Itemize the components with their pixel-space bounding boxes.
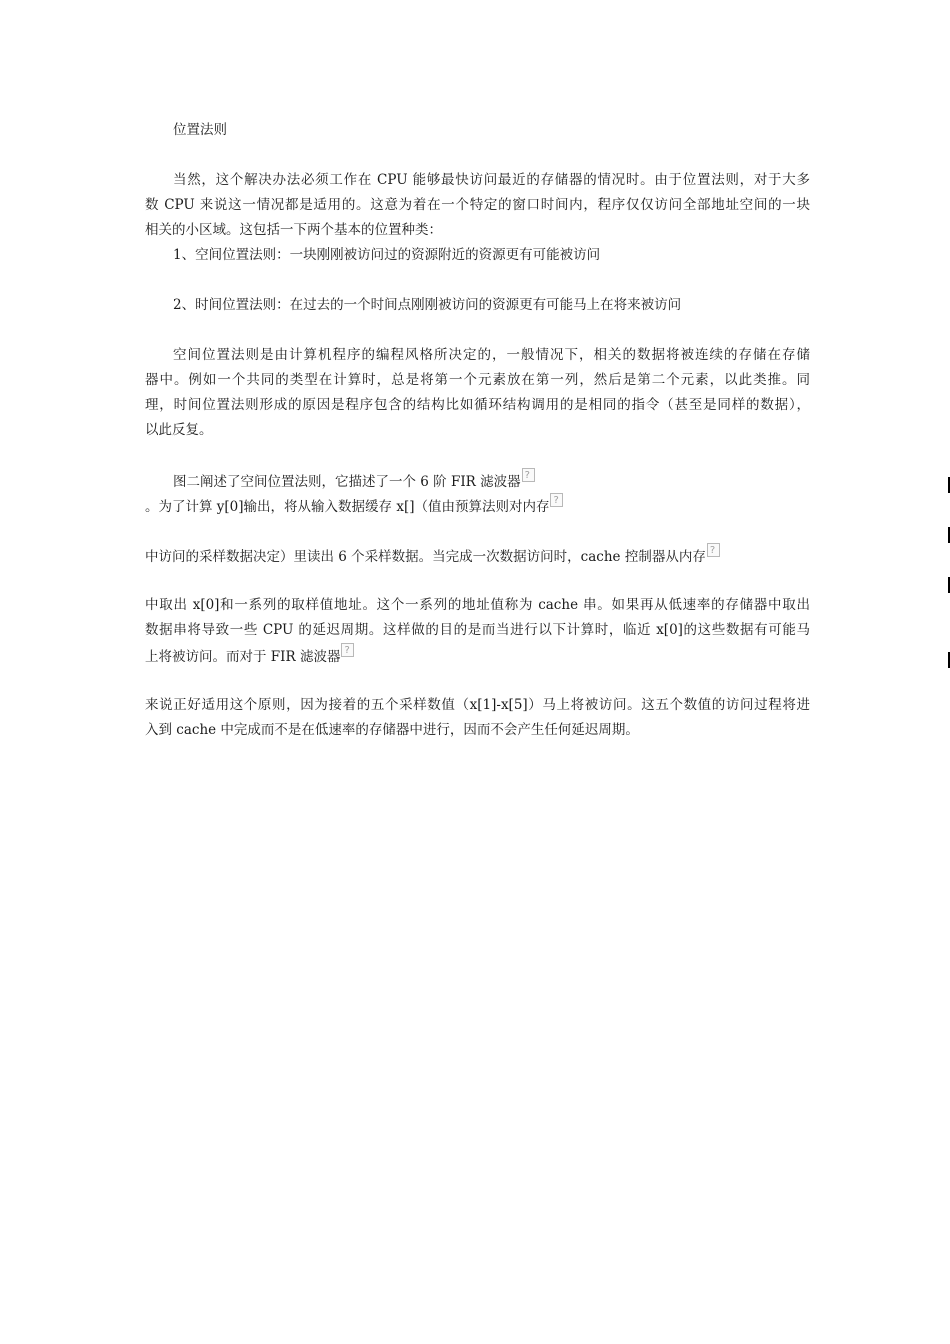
paragraph-line: 空间位置法则是由计算机程序的编程风格所决定的，一般情况下，相关的数据将被连续的存储在存储 [173,347,810,363]
paragraph-line-with-image [145,493,810,518]
spacer [145,668,810,693]
spacer [145,318,810,343]
broken-image-icon [341,643,354,657]
broken-image-icon [707,543,720,557]
document-body [145,118,810,743]
paragraph-line: 当然，这个解决办法必须工作在 CPU 能够最快访问最近的存储器的情况时。由于位置法则，对于大多 [173,172,810,188]
spacer [145,143,810,168]
paragraph-line: 来说正好适用这个原则，因为接着的五个采样数值（x[1]-x[5]）马上将被访问。这五个数值的访问过程将进 [145,697,810,713]
paragraph-line: 数据串将导致一些 CPU 的延迟周期。这样做的目的是而当进行以下计算时，临近 x[0]的这些数据有可能马 [145,622,810,638]
list-item-spatial: 1、空间位置法则：一块刚刚被访问过的资源附近的资源更有可能被访问 [173,247,601,263]
paragraph-line-with-image [145,468,810,493]
paragraph-line-with-image [145,543,810,568]
broken-image-icon [550,493,563,507]
paragraph-line-with-image [145,643,810,668]
paragraph-text: 中访问的采样数据决定）里读出 6 个采样数据。当完成一次数据访问时，cache 控制器从内存 [145,549,706,565]
paragraph-line: 相关的小区域。这包括一下两个基本的位置种类： [145,222,442,238]
paragraph-line: 器中。例如一个共同的类型在计算时，总是将第一个元素放在第一列，然后是第二个元素，以此类推。同 [145,372,810,388]
paragraph-text: 。为了计算 y[0]输出，将从输入数据缓存 x[]（值由预算法则对内存 [145,499,550,515]
broken-image-icon [522,468,535,482]
spacer [145,268,810,293]
spacer [145,568,810,593]
paragraph-line: 理，时间位置法则形成的原因是程序包含的结构比如循环结构调用的是相同的指令（甚至是同样的数据）， [145,397,810,413]
section-heading: 位置法则 [173,122,227,138]
paragraph-text: 图二阐述了空间位置法则，它描述了一个 6 阶 FIR 滤波器 [173,474,521,490]
paragraph-line: 入到 cache 中完成而不是在低速率的存储器中进行，因而不会产生任何延迟周期。 [145,722,639,738]
list-item-temporal: 2、时间位置法则：在过去的一个时间点刚刚被访问的资源更有可能马上在将来被访问 [173,297,682,313]
paragraph-line: 以此反复。 [145,422,213,438]
paragraph-line: 数 CPU 来说这一情况都是适用的。这意为着在一个特定的窗口时间内，程序仅仅访问全部地址空间的一块 [145,197,810,213]
spacer [145,443,810,468]
paragraph-line: 中取出 x[0]和一系列的取样值地址。这个一系列的地址值称为 cache 串。如果再从低速率的存储器中取出 [145,597,810,613]
paragraph-text: 上将被访问。而对于 FIR 滤波器 [145,649,341,665]
